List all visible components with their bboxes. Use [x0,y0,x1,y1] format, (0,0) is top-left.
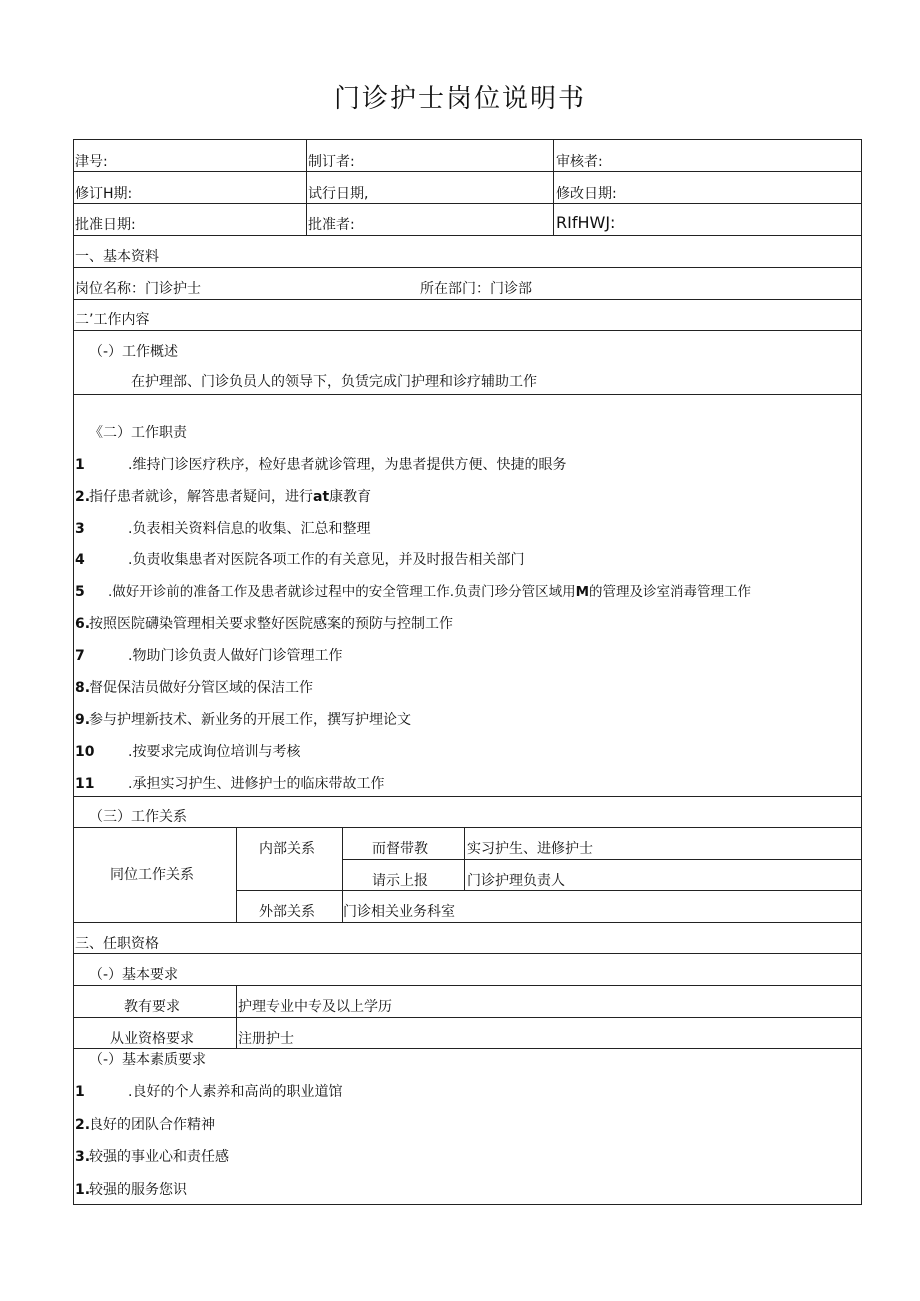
duty-number: 9. [75,712,91,728]
duty-text-tail: 康教育 [329,489,372,505]
duty-text-tail: 的管理及诊室消毒管理工作 [589,584,752,600]
column-divider [553,139,554,235]
duty-number: 1 [75,457,85,473]
row-divider [73,922,862,923]
row-divider [73,203,862,204]
duty-text-bold: at [313,489,330,505]
duty-text: .按要求完成询位培训与考核 [128,744,301,760]
duty-number: 10 [75,744,95,760]
code-label: 津号: [75,154,108,170]
duty-text: 参与护埋新技术、新业务的开展工作，撰写护埋论文 [89,712,411,728]
relations-row-label: 同位工作关系 [110,867,194,883]
subsection-heading: （-）基本素质要求 [89,1052,207,1068]
qualification-value: 注册护士 [238,1031,294,1047]
duty-number: 3 [75,521,85,537]
modify-date-label: 修改日期: [556,186,617,202]
row-divider [342,859,862,860]
supervise-value: 实习护生、进修护士 [467,841,593,857]
quality-text: 较强的事业心和责任感 [89,1149,229,1165]
education-value: 护理专业中专及以上学历 [238,999,392,1015]
duty-number: 5 [75,584,85,600]
page-title: 门诊护士岗位说明书 [333,84,586,114]
row-divider [73,796,862,797]
internal-relations-label: 内部关系 [259,841,315,857]
quality-text: 良好的团队合作精神 [89,1117,215,1133]
duty-text [108,583,751,601]
duty-text-bold: M [575,584,590,600]
duty-text: .承担实习护生、进修护士的临床带故工作 [128,776,385,792]
report-value: 门诊护理负责人 [467,873,565,889]
duty-number: 8. [75,680,91,696]
supervise-label: 而督带教 [372,841,428,857]
subsection-heading: 《二）工作职责 [89,425,187,441]
duty-text: .负责收集患者对医院各项工作的有关意见，并及时报告相关部门 [128,552,525,568]
overview-text: 在护理部、门诊负员人的领导下，负赁完成门护理和诊疗辅助工作 [131,374,537,390]
column-divider [464,827,465,890]
approver-label: 批准者: [308,217,355,233]
subsection-heading: （-）工作概述 [89,344,179,360]
duty-number: 6. [75,616,91,632]
row-divider [73,1048,862,1049]
section-heading: 二’工作内容 [75,312,150,328]
duty-number: 4 [75,552,85,568]
row-divider [73,953,862,954]
quality-number: 1 [75,1084,85,1100]
row-divider [73,235,862,236]
quality-number: 1. [75,1182,91,1198]
section-heading: 三、任职资格 [75,936,159,952]
external-relations-value: 门诊相关业务科室 [343,904,455,920]
section-heading: 一、基本资料 [75,249,159,265]
row-divider [236,890,862,891]
duty-number: 11 [75,776,95,792]
row-divider [73,330,862,331]
duty-text: 按照医院礴染管理相关要求整好医院感案的预防与控制工作 [89,616,453,632]
duty-text: .负表相关资料信息的收集、汇总和整理 [128,521,371,537]
quality-text: 较强的服务您识 [89,1182,187,1198]
author-label: 制订者: [308,154,355,170]
quality-text: .良好的个人素养和高尚的职业道馆 [128,1084,343,1100]
column-divider [236,985,237,1048]
column-divider [306,139,307,235]
duty-number: 7 [75,648,85,664]
education-label: 教有要求 [124,999,180,1015]
duty-text-main: .做好开诊前的准备工作及患者就诊过程中的安全管理工作.负责门珍分管区域用 [108,584,576,600]
report-label: 请示上报 [372,873,428,889]
row-divider [73,299,862,300]
quality-number: 2. [75,1117,91,1133]
qualification-label: 从业资格要求 [110,1031,194,1047]
duty-text [89,488,371,506]
row-divider [73,1017,862,1018]
duty-text: .维持门诊医疗秩序，检好患者就诊管理，为患者提供方便、快捷的眼务 [128,457,567,473]
quality-number: 3. [75,1149,91,1165]
row-divider [73,267,862,268]
trial-date-label: 试行日期, [308,186,369,202]
misc-label: RIfHWJ: [556,213,616,232]
duty-text: .物助门诊负责人做好门诊管理工作 [128,648,343,664]
subsection-heading: （三）工作关系 [89,809,187,825]
row-divider [73,171,862,172]
row-divider [73,985,862,986]
duty-text: 督促保洁员做好分管区域的保洁工作 [89,680,313,696]
reviewer-label: 审核者: [556,154,603,170]
row-divider [73,827,862,828]
revise-date-label: 修订H期: [75,186,133,202]
position-name: 岗位名称：门诊护士 [75,281,201,297]
row-divider [73,394,862,395]
subsection-heading: （-）基本要求 [89,967,179,983]
department-name: 所在部门：门诊部 [420,281,532,297]
duty-number: 2. [75,489,91,505]
external-relations-label: 外部关系 [259,904,315,920]
column-divider [236,827,237,922]
approve-date-label: 批准日期: [75,217,136,233]
duty-text-main: 指仔患者就诊，解答患者疑问，进行 [89,489,313,505]
